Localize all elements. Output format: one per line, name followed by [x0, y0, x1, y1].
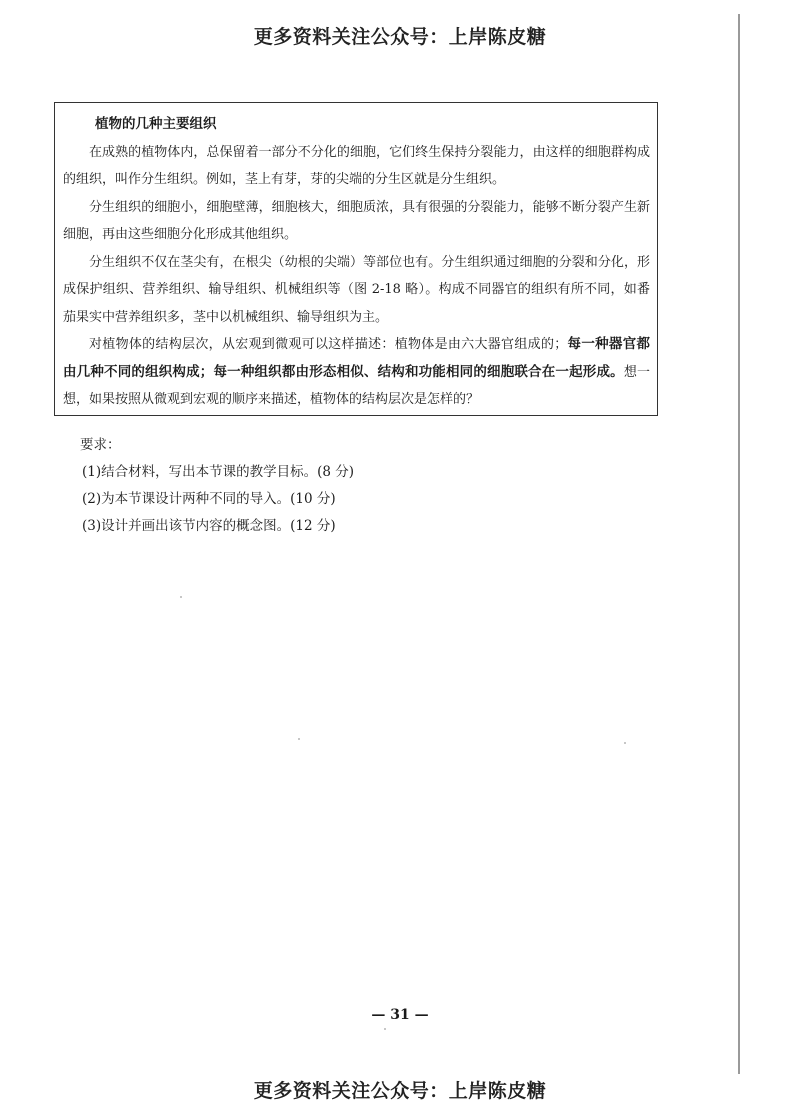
- requirements-section: [80, 432, 354, 540]
- paragraph-4-bold: 每一种器官都由几种不同的组织构成；每一种组织都由形态相似、结构和功能相同的细胞联合在一起形成。: [63, 336, 650, 380]
- material-paragraph-1: 在成熟的植物体内，总保留着一部分不分化的细胞，它们终生保持分裂能力，由这样的细胞群构成的组织，叫作分生组织。例如，茎上有芽，芽的尖端的分生区就是分生组织。: [63, 144, 650, 187]
- material-paragraph-3: 分生组织不仅在茎尖有，在根尖（幼根的尖端）等部位也有。分生组织通过细胞的分裂和分化，形成保护组织、营养组织、输导组织、机械组织等（图 2-18 略）。构成不同器官的组织有所不同，如番茄果实中营养组织多，茎中以机械组织、输导组织为主。: [63, 254, 650, 325]
- scan-speck: [298, 738, 300, 740]
- watermark-top: 更多资料关注公众号：上岸陈皮糖: [253, 26, 547, 48]
- page-edge-line: [738, 14, 740, 1074]
- requirement-item-2: (2)为本节课设计两种不同的导入。(10 分): [82, 491, 336, 507]
- requirement-item-3: (3)设计并画出该节内容的概念图。(12 分): [82, 518, 336, 534]
- watermark-bottom: 更多资料关注公众号：上岸陈皮糖: [253, 1080, 547, 1102]
- scan-speck: [624, 742, 626, 744]
- paragraph-4-end: 想一想，如果按照从微观到宏观的顺序来描述，植物体的结构层次是怎样的？: [63, 364, 650, 407]
- scan-speck: [384, 1028, 386, 1030]
- material-paragraph-2: 分生组织的细胞小，细胞壁薄，细胞核大，细胞质浓，具有很强的分裂能力，能够不断分裂产生新细胞，再由这些细胞分化形成其他组织。: [63, 199, 650, 242]
- material-title: 植物的几种主要组织: [95, 116, 217, 132]
- page-number: — 31 —: [371, 1007, 429, 1023]
- scan-speck: [180, 596, 182, 598]
- paragraph-4-start: 对植物体的结构层次，从宏观到微观可以这样描述：植物体是由六大器官组成的；: [89, 337, 568, 352]
- requirements-heading: 要求：: [80, 437, 121, 453]
- requirement-item-1: (1)结合材料，写出本节课的教学目标。(8 分): [82, 464, 355, 480]
- material-box: [54, 102, 658, 416]
- material-paragraph-4: [63, 331, 650, 414]
